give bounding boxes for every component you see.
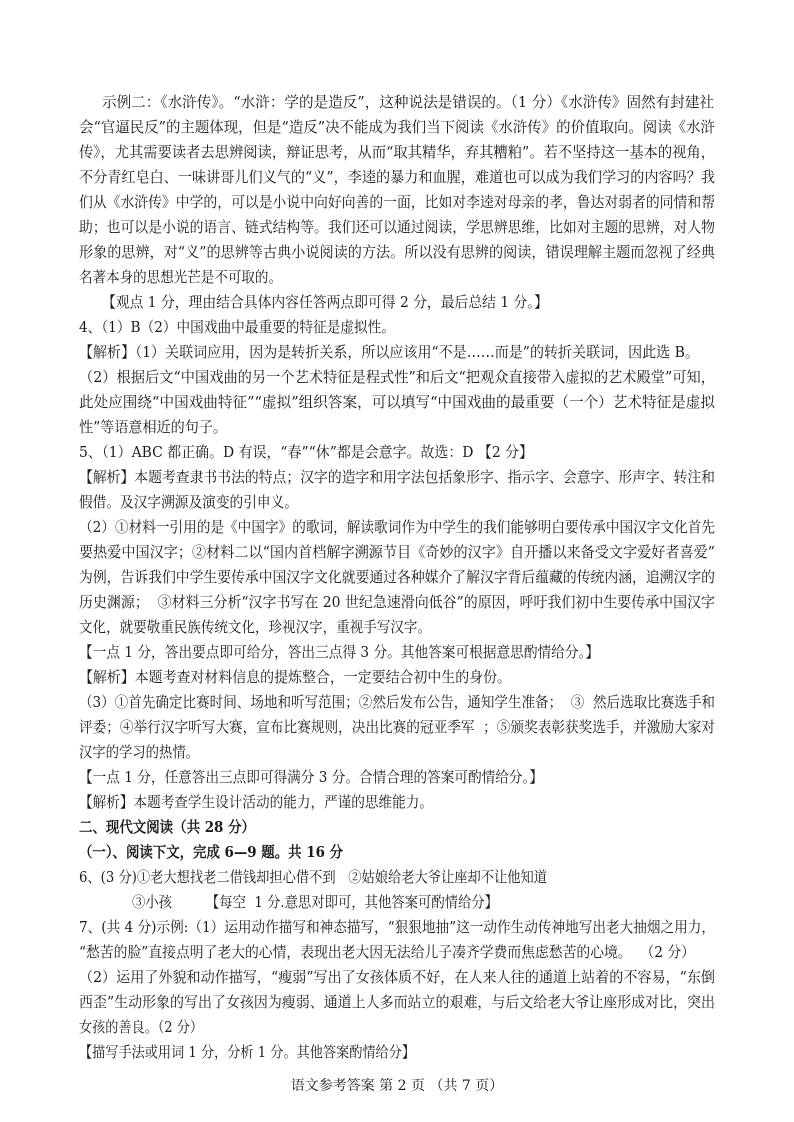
text-line-content: ③小孩 【每空 1 分.意思对即可，其他答案可酌情给分】 [132,894,498,911]
text-line-content: 助；也可以是小说的语言、链式结构等。我们还可以通过阅读，学思辨思维，比如对主题的思辨，对人物 [79,219,715,236]
text-line-content: 【解析】本题考查对材料信息的提炼整合，一定要结合初中生的身份。 [79,669,511,686]
text-line-content: 【描写手法或用词 1 分，分析 1 分。其他答案酌情给分】 [79,1044,415,1061]
text-line-content: （2）根据后文“中国戏曲的另一个艺术特征是程式性”和后文“把观众直接带入虚拟的艺术殿堂”可知， [79,369,715,386]
text-line-content: （2）①材料一引用的是《中国字》的歌词，解读歌词作为中学生的我们能够明白要传承中国汉字文化首先 [79,519,715,536]
text-line-content: 传》，尤其需要读者去思辨阅读，辩证思考，从而“取其精华，弃其糟粕”。若不坚持这一基本的视角， [79,144,715,161]
text-line-content: 形象的思辨，对“义”的思辨等古典小说阅读的方法。所以没有思辨的阅读，错误理解主题而忽视了经典 [79,244,715,261]
text-line-content: 历史渊源； ③材料三分析“汉字书写在 20 世纪急速滑向低谷”的原因，呼吁我们初中生要传承中国汉字 [79,594,715,611]
text-line-content: 示例二：《水浒传》。“水浒：学的是造反”，这种说法是错误的。（1 分）《水浒传》固然有封建社 [102,94,714,111]
text-line-content: 6、(3 分)①老大想找老二借钱却担心借不到 ②姑娘给老大爷让座却不让他知道 [79,869,547,886]
text-line-content: 会“官逼民反”的主题体现，但是“造反”决不能成为我们当下阅读《水浒传》的价值取向。阅读《水浒 [79,119,715,136]
page-footer: 语文参考答案 第 2 页 （共 7 页） [290,1078,504,1094]
text-line-content: 们从《水浒传》中学的，可以是小说中向好向善的一面，比如对李逵对母亲的孝，鲁达对弱者的同情和帮 [79,194,715,211]
text-line-content: 【解析】本题考查隶书书法的特点；汉字的造字和用字法包括象形字、指示字、会意字、形声字、转注和 [79,469,715,486]
text-line-content: （3）①首先确定比赛时间、场地和听写范围；②然后发布公告，通知学生准备； ③ 然后选取比赛选手和 [79,694,715,711]
text-line-content: 7、(共 4 分)示例:（1）运用动作描写和神态描写，“狠狠地抽”这一动作生动传神地写出老大抽烟之用力， [79,919,715,936]
text-line-content: 4、（1）B（2）中国戏曲中最重要的特征是虚拟性。 [79,319,395,336]
text-line-content: 汉字的学习的热情。 [79,744,199,761]
text-line-content: 此处应围绕“中国戏曲特征”“虚拟”组织答案，可以填写“中国戏曲的最重要（一个）艺术特征是虚拟 [79,394,715,411]
text-line-content: 二、现代文阅读（共 28 分） [79,819,255,836]
text-line-content: 性”等语意相近的句子。 [79,419,227,436]
text-line-content: 评委；④举行汉字听写大赛，宣布比赛规则，决出比赛的冠亚季军 ；⑤颁奖表彰获奖选手，并激励大家对 [79,719,715,736]
text-line-content: “愁苦的脸”直接点明了老大的心情，表现出老大因无法给儿子凑齐学费而焦虑愁苦的心境。 （2 分） [79,944,695,961]
text-line-content: 不分青红皂白、一味讲哥儿们义气的“义”，李逵的暴力和血腥，难道也可以成为我们学习的内容吗？我 [79,169,715,186]
text-line-content: 为例，告诉我们中学生要传承中国汉字文化就要通过各种媒介了解汉字背后蕴藏的传统内涵，追溯汉字的 [79,569,715,586]
text-line-content: 女孩的善良。（2 分） [79,1019,203,1036]
text-line-content: 西歪”生动形象的写出了女孩因为瘦弱、通道上人多而站立的艰难，与后文给老大爷让座形成对比，突出 [79,994,715,1011]
text-line-content: （2）运用了外貌和动作描写，“瘦弱”写出了女孩体质不好，在人来人往的通道上站着的不容易，“东倒 [79,969,715,986]
text-line-content: 5、（1）ABC 都正确。D 有误，“春”“休”都是会意字。故选：D 【2 分】 [79,444,533,461]
text-line-content: 假借。及汉字溯源及演变的引申义。 [79,494,298,511]
text-line-content: （一）、阅读下文，完成 6—9 题。共 16 分 [79,844,343,861]
text-line-content: 名著本身的思想光芒是不可取的。 [79,269,282,286]
text-line-content: 文化，就要敬重民族传统文化，珍视汉字，重视手写汉字。 [79,619,431,636]
text-line-content: 【一点 1 分，答出要点即可给分，答出三点得 3 分。其他答案可根据意思酌情给分。】 [79,644,599,661]
text-line-content: 要热爱中国汉字；②材料二以“国内首档解字溯源节目《奇妙的汉字》自开播以来备受文字爱好者喜爱” [79,544,715,561]
text-line-content: 【一点 1 分，任意答出三点即可得满分 3 分。合情合理的答案可酌情给分。】 [79,769,543,786]
text-line-content: 【观点 1 分，理由结合具体内容任答两点即可得 2 分，最后总结 1 分。】 [102,294,548,311]
text-line-content: 【解析】本题考查学生设计活动的能力，严谨的思维能力。 [79,794,433,811]
text-line-content: 【解析】（1）关联词应用，因为是转折关系，所以应该用“不是……而是”的转折关联词，因此选 B。 [79,344,699,361]
